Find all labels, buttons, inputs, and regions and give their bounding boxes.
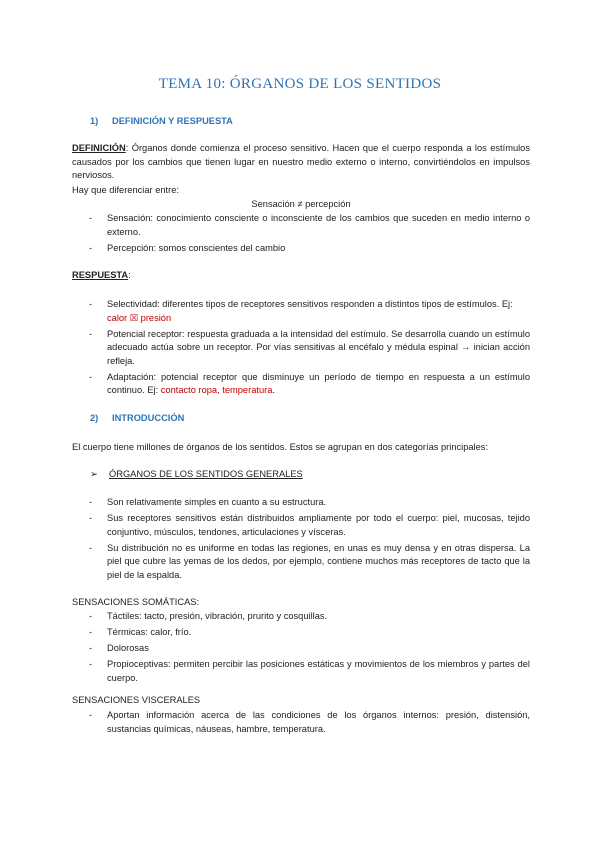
- list-item: - Potencial receptor: respuesta graduada a la intensidad del estímulo. Se desarrolla cuando un estímulo adecuado actúa sobre un receptor. Por vías sensitivas al encéfalo y médula espinal → inician acción refleja.: [72, 328, 530, 369]
- respuesta-heading: RESPUESTA:: [72, 270, 131, 280]
- intro-paragraph: El cuerpo tiene millones de órganos de los sentidos. Estos se agrupan en dos categorías principales:: [72, 442, 489, 452]
- page-title: TEMA 10: ÓRGANOS DE LOS SENTIDOS: [158, 76, 442, 92]
- generales-list: [72, 496, 530, 585]
- adaptacion-example: contacto ropa, temperatura: [160, 385, 273, 395]
- list-item: - Sus receptores sensitivos están distribuidos ampliamente por todo el cuerpo: piel, mucosas, tejido conjuntivo, músculos, tendones, articulaciones y vísceras.: [72, 512, 530, 539]
- diferenciar-text: Hay que diferenciar entre:: [72, 185, 179, 195]
- section-heading-2: 2) INTRODUCCIÓN: [90, 413, 185, 423]
- viscerales-list: [72, 709, 530, 739]
- sensacion-percepcion: Sensación ≠ percepción: [251, 199, 351, 209]
- definicion-label: DEFINICIÓN: [72, 143, 126, 153]
- list-item: - Percepción: somos conscientes del cambio: [72, 242, 530, 256]
- list-item: - Dolorosas: [72, 642, 530, 656]
- list-item: - Sensación: conocimiento consciente o inconsciente de los cambios que suceden en medio interno o externo.: [72, 212, 530, 239]
- generales-heading: ➢ ÓRGANOS DE LOS SENTIDOS GENERALES: [90, 469, 303, 479]
- definicion-paragraph: DEFINICIÓN: Órganos donde comienza el proceso sensitivo. Hacen que el cuerpo responda a los estímulos causados por los cambios que tienen lugar en nuestro medio externo o interno, convirtiéndolos en impulsos nerviosos.: [72, 143, 530, 180]
- list-item: - Táctiles: tacto, presión, vibración, prurito y cosquillas.: [72, 610, 530, 624]
- list-item: - Adaptación: potencial receptor que disminuye un período de tiempo en respuesta a un estímulo continuo. Ej: contacto ropa, temperatura.: [72, 371, 530, 398]
- list-item: - Térmicas: calor, frío.: [72, 626, 530, 640]
- viscerales-heading: SENSACIONES VISCERALES: [72, 695, 201, 705]
- respuesta-list: [72, 298, 530, 400]
- list-item: - Su distribución no es uniforme en todas las regiones, en unas es muy densa y en otras dispersa. La piel que cubre las yemas de los dedos, por ejemplo, contiene muchos más receptores de tacto que la piel de la espalda.: [72, 542, 530, 583]
- list-item: - Aportan información acerca de las condiciones de los órganos internos: presión, distensión, sustancias químicas, náuseas, hambre, temperatura.: [72, 709, 530, 736]
- somaticas-heading: SENSACIONES SOMÁTICAS:: [72, 597, 200, 607]
- arrow-bullet-icon: ➢: [90, 469, 98, 479]
- list-item: - Propioceptivas: permiten percibir las posiciones estáticas y movimientos de los miembros y partes del cuerpo.: [72, 658, 530, 685]
- definition-list: [72, 212, 530, 258]
- section-heading-1: 1) DEFINICIÓN Y RESPUESTA: [90, 116, 233, 126]
- list-item: - Son relativamente simples en cuanto a su estructura.: [72, 496, 530, 510]
- somaticas-list: [72, 610, 530, 688]
- selectividad-example: calor ☒ presión: [107, 312, 172, 323]
- list-item: - Selectividad: diferentes tipos de receptores sensitivos responden a distintos tipos de estímulos. Ej: calor ☒ presión: [72, 298, 530, 325]
